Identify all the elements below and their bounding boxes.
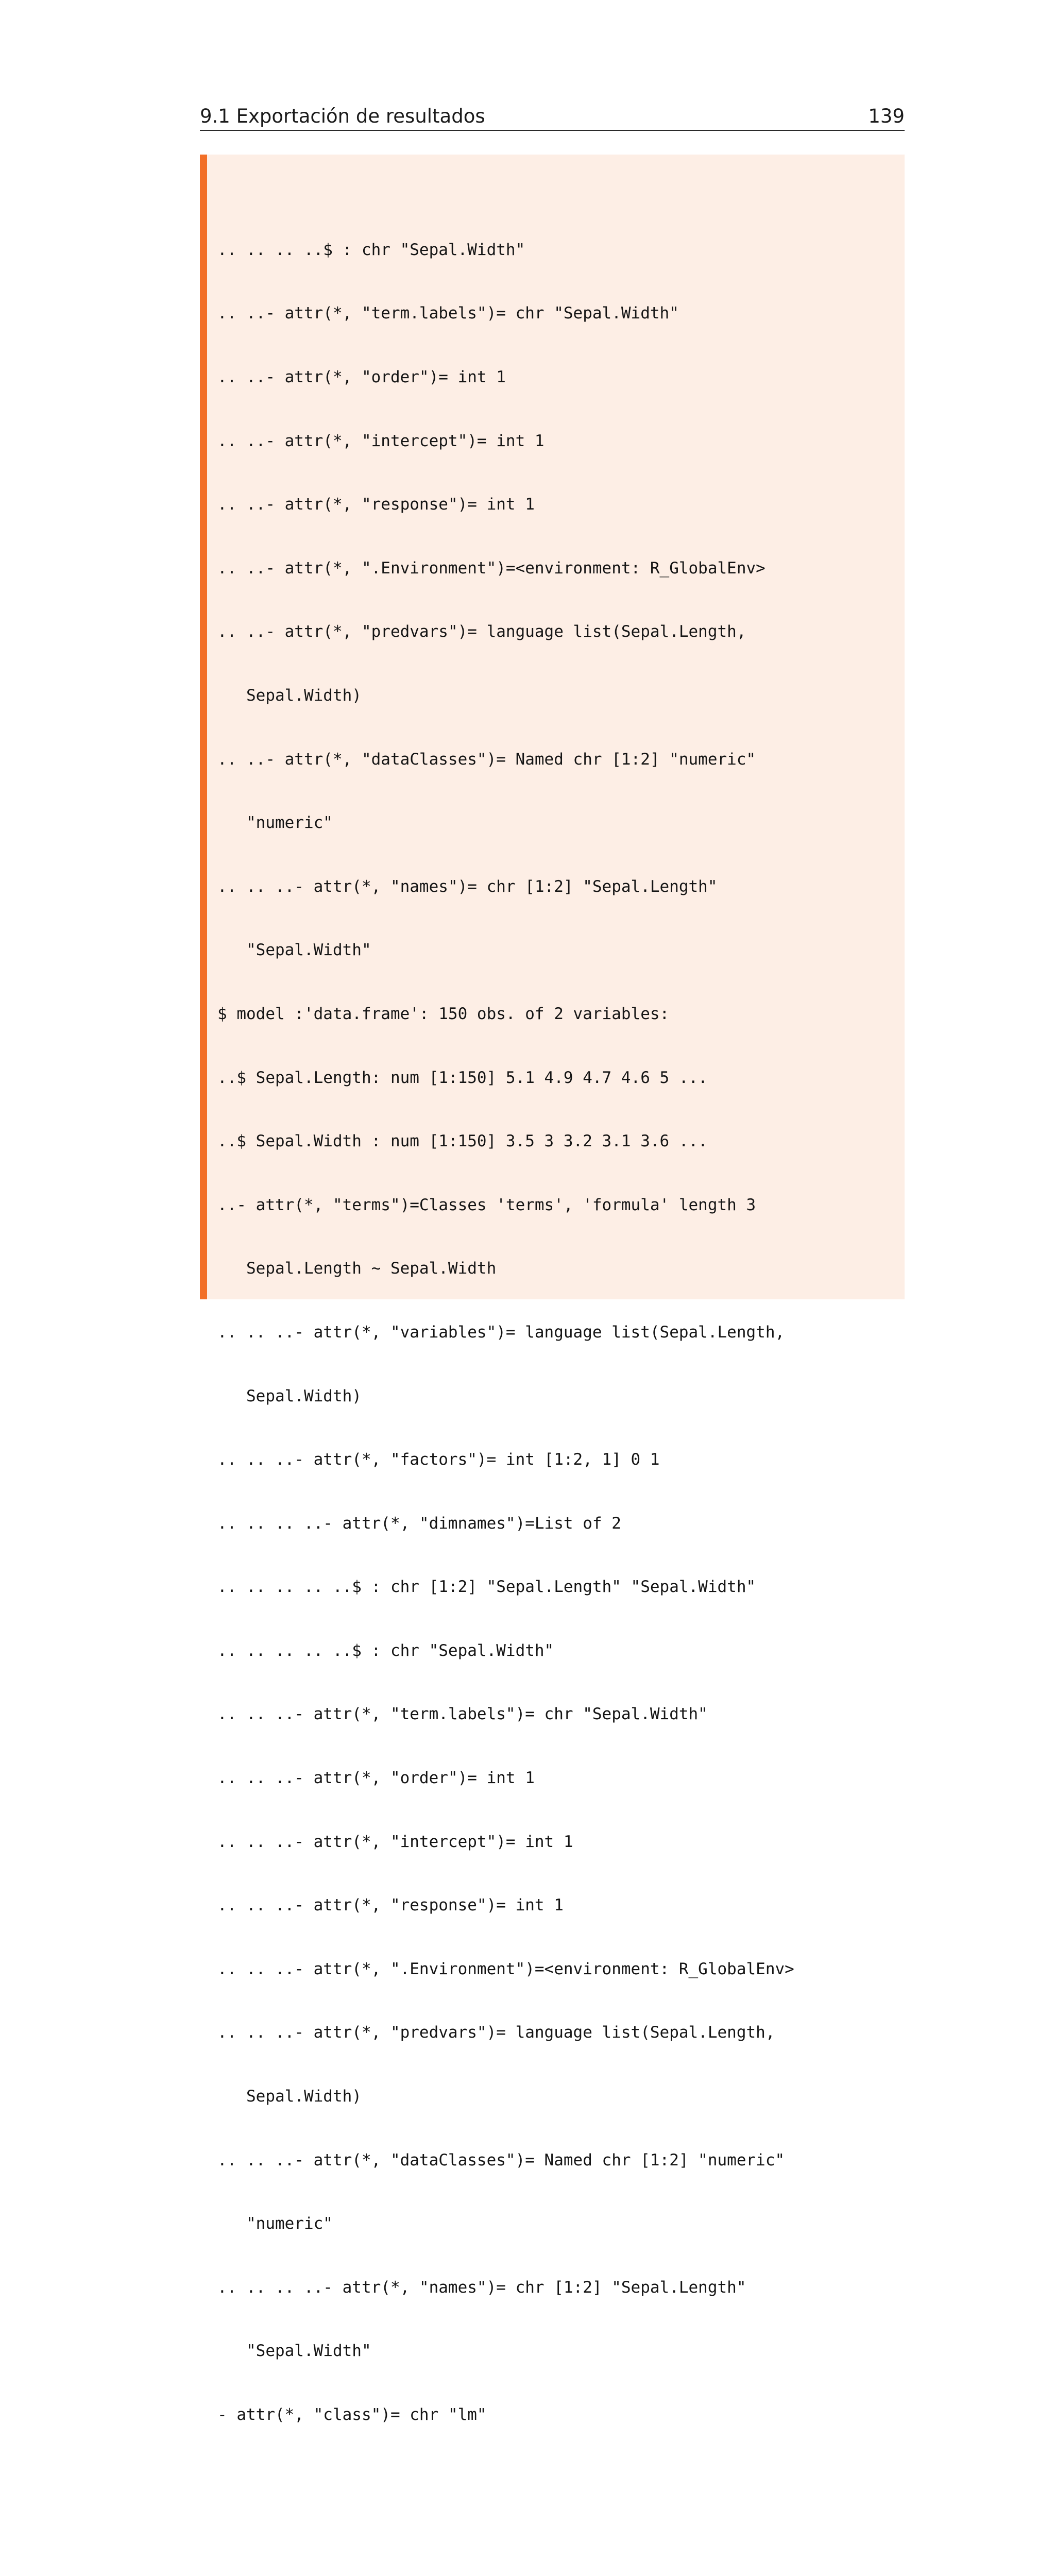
- code-line: .. .. ..- attr(*, "order")= int 1: [217, 1769, 535, 1788]
- code-line: .. .. .. .. ..$ : chr "Sepal.Width": [217, 1641, 554, 1660]
- code-line: .. ..- attr(*, "dataClasses")= Named chr [1:2] "numeric": [217, 750, 756, 769]
- code-line: .. ..- attr(*, "term.labels")= chr "Sepal.Width": [217, 304, 679, 323]
- code-line: ..$ Sepal.Width : num [1:150] 3.5 3 3.2 3.1 3.6 ...: [217, 1132, 708, 1151]
- code-line: .. ..- attr(*, "predvars")= language list(Sepal.Length,: [217, 622, 746, 641]
- code-line: ..$ Sepal.Length: num [1:150] 5.1 4.9 4.7 4.6 5 ...: [217, 1068, 708, 1087]
- code-line: .. .. .. ..$ : chr "Sepal.Width": [217, 240, 525, 259]
- code-line: Sepal.Width): [217, 686, 362, 705]
- code-line: .. .. ..- attr(*, "names")= chr [1:2] "Sepal.Length": [217, 877, 718, 896]
- code-line: Sepal.Length ~ Sepal.Width: [217, 1259, 497, 1278]
- code-line: .. .. .. .. ..$ : chr [1:2] "Sepal.Length" "Sepal.Width": [217, 1578, 756, 1597]
- code-line: Sepal.Width): [217, 1386, 362, 1405]
- code-line: .. .. ..- attr(*, "intercept")= int 1: [217, 1832, 573, 1851]
- code-line: .. .. ..- attr(*, "factors")= int [1:2, 1] 0 1: [217, 1450, 660, 1469]
- code-line: .. .. ..- attr(*, ".Environment")=<environment: R_GlobalEnv>: [217, 1959, 794, 1978]
- code-line: .. .. ..- attr(*, "variables")= language list(Sepal.Length,: [217, 1323, 785, 1342]
- code-line: .. ..- attr(*, "response")= int 1: [217, 495, 535, 514]
- code-line: .. ..- attr(*, "intercept")= int 1: [217, 431, 544, 450]
- block-gap: [217, 2532, 899, 2547]
- page-number: 139: [868, 105, 905, 127]
- code-line: Sepal.Width): [217, 2087, 362, 2106]
- code-line: - attr(*, "class")= chr "lm": [217, 2405, 487, 2424]
- code-line: "Sepal.Width": [217, 2342, 371, 2361]
- str-output-block: [217, 197, 899, 2468]
- code-line: .. ..- attr(*, "order")= int 1: [217, 368, 506, 386]
- code-line: .. .. .. ..- attr(*, "names")= chr [1:2] "Sepal.Length": [217, 2278, 746, 2297]
- code-line: .. ..- attr(*, ".Environment")=<environment: R_GlobalEnv>: [217, 558, 765, 578]
- code-body: [217, 155, 899, 2576]
- code-line: $ model :'data.frame': 150 obs. of 2 variables:: [217, 1004, 670, 1023]
- running-header: [200, 103, 905, 131]
- code-line: .. .. ..- attr(*, "predvars")= language list(Sepal.Length,: [217, 2023, 775, 2042]
- code-line: "numeric": [217, 814, 333, 833]
- code-line: "Sepal.Width": [217, 941, 371, 960]
- code-line: ..- attr(*, "terms")=Classes 'terms', 'formula' length 3: [217, 1195, 756, 1214]
- code-listing: [200, 155, 905, 2424]
- code-accent-bar: [200, 155, 207, 1299]
- code-line: "numeric": [217, 2214, 333, 2233]
- code-line: .. .. ..- attr(*, "dataClasses")= Named chr [1:2] "numeric": [217, 2150, 785, 2170]
- code-line: .. .. ..- attr(*, "term.labels")= chr "Sepal.Width": [217, 1705, 708, 1724]
- section-title: 9.1 Exportación de resultados: [200, 105, 485, 127]
- code-line: .. .. ..- attr(*, "response")= int 1: [217, 1896, 564, 1915]
- code-line: .. .. .. ..- attr(*, "dimnames")=List of 2: [217, 1514, 621, 1533]
